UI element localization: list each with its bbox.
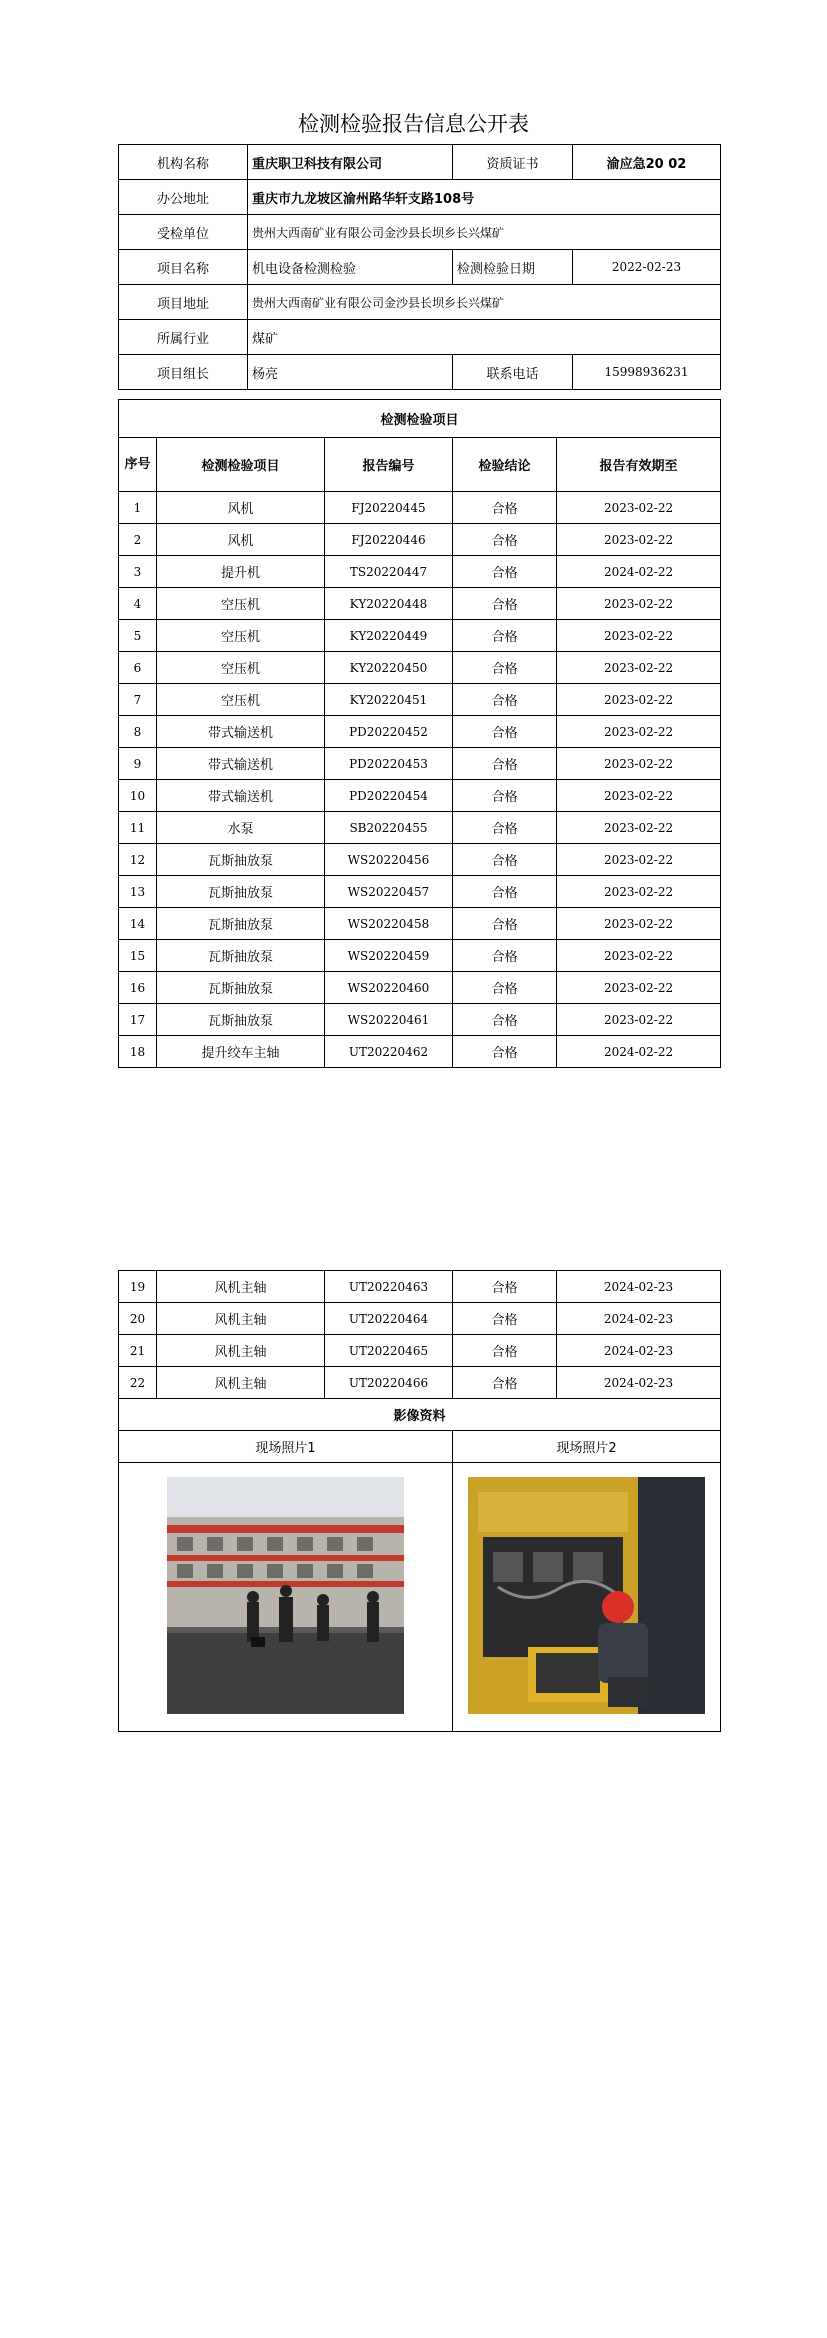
org-value: 重庆职卫科技有限公司 (248, 145, 453, 180)
row-index: 11 (119, 812, 157, 844)
row-report-no: WS20220457 (325, 876, 453, 908)
row-index: 14 (119, 908, 157, 940)
row-report-no: FJ20220445 (325, 492, 453, 524)
row-report-no: PD20220452 (325, 716, 453, 748)
table-row (119, 1303, 721, 1335)
photo1-label: 现场照片1 (119, 1431, 453, 1463)
row-index: 9 (119, 748, 157, 780)
table-row (119, 355, 721, 390)
row-item: 风机主轴 (157, 1335, 325, 1367)
row-valid-until: 2023-02-22 (557, 716, 721, 748)
row-item: 水泵 (157, 812, 325, 844)
row-valid-until: 2023-02-22 (557, 780, 721, 812)
row-conclusion: 合格 (453, 684, 557, 716)
table-row (119, 556, 721, 588)
industry-value: 煤矿 (248, 320, 721, 355)
row-item: 风机主轴 (157, 1303, 325, 1335)
row-item: 瓦斯抽放泵 (157, 908, 325, 940)
table-row (119, 524, 721, 556)
row-valid-until: 2023-02-22 (557, 620, 721, 652)
project-label: 项目名称 (119, 250, 248, 285)
col-header-report-no: 报告编号 (325, 438, 453, 492)
table-row (119, 1335, 721, 1367)
table-row (119, 876, 721, 908)
client-label: 受检单位 (119, 215, 248, 250)
row-item: 风机主轴 (157, 1271, 325, 1303)
row-index: 7 (119, 684, 157, 716)
row-report-no: WS20220460 (325, 972, 453, 1004)
row-index: 15 (119, 940, 157, 972)
row-conclusion: 合格 (453, 812, 557, 844)
row-report-no: WS20220458 (325, 908, 453, 940)
row-valid-until: 2024-02-23 (557, 1335, 721, 1367)
table-row (119, 716, 721, 748)
photo2-cell (453, 1463, 721, 1732)
table-row (119, 908, 721, 940)
items-section-title: 检测检验项目 (119, 400, 721, 438)
row-item: 空压机 (157, 652, 325, 684)
col-header-valid-until: 报告有效期至 (557, 438, 721, 492)
table-row (119, 320, 721, 355)
row-item: 带式输送机 (157, 748, 325, 780)
row-conclusion: 合格 (453, 1004, 557, 1036)
table-row (119, 812, 721, 844)
date-label: 检测检验日期 (453, 250, 573, 285)
row-report-no: WS20220456 (325, 844, 453, 876)
row-report-no: WS20220461 (325, 1004, 453, 1036)
table-row (119, 748, 721, 780)
row-item: 瓦斯抽放泵 (157, 972, 325, 1004)
leader-value: 杨亮 (248, 355, 453, 390)
date-value: 2022-02-23 (573, 250, 721, 285)
row-conclusion: 合格 (453, 748, 557, 780)
row-item: 空压机 (157, 684, 325, 716)
row-item: 瓦斯抽放泵 (157, 876, 325, 908)
page-title: 检测检验报告信息公开表 (298, 112, 529, 136)
row-index: 8 (119, 716, 157, 748)
table-row (119, 684, 721, 716)
row-item: 瓦斯抽放泵 (157, 844, 325, 876)
table-row (119, 1271, 721, 1303)
col-header-index: 序号 (119, 438, 157, 492)
row-conclusion: 合格 (453, 1303, 557, 1335)
row-valid-until: 2024-02-23 (557, 1367, 721, 1399)
row-report-no: WS20220459 (325, 940, 453, 972)
row-valid-until: 2023-02-22 (557, 492, 721, 524)
row-index: 17 (119, 1004, 157, 1036)
row-report-no: UT20220463 (325, 1271, 453, 1303)
table-row (119, 1367, 721, 1399)
row-valid-until: 2023-02-22 (557, 684, 721, 716)
phone-value: 15998936231 (573, 355, 721, 390)
col-header-conclusion: 检验结论 (453, 438, 557, 492)
row-item: 空压机 (157, 588, 325, 620)
row-valid-until: 2023-02-22 (557, 876, 721, 908)
table-row (119, 400, 721, 438)
row-index: 18 (119, 1036, 157, 1068)
table-row (119, 652, 721, 684)
cert-value: 渝应急20 02 (573, 145, 721, 180)
row-item: 提升机 (157, 556, 325, 588)
row-conclusion: 合格 (453, 844, 557, 876)
table-header-row (119, 438, 721, 492)
row-valid-until: 2023-02-22 (557, 972, 721, 1004)
table-row (119, 180, 721, 215)
row-valid-until: 2023-02-22 (557, 652, 721, 684)
table-row (119, 145, 721, 180)
row-valid-until: 2024-02-22 (557, 1036, 721, 1068)
row-report-no: FJ20220446 (325, 524, 453, 556)
row-item: 带式输送机 (157, 780, 325, 812)
row-conclusion: 合格 (453, 716, 557, 748)
row-report-no: UT20220465 (325, 1335, 453, 1367)
addr-value: 重庆市九龙坡区渝州路华轩支路108号 (248, 180, 721, 215)
row-conclusion: 合格 (453, 524, 557, 556)
row-index: 1 (119, 492, 157, 524)
row-index: 21 (119, 1335, 157, 1367)
project-value: 机电设备检测检验 (248, 250, 453, 285)
row-item: 风机 (157, 524, 325, 556)
table-row (119, 1036, 721, 1068)
table-row (119, 285, 721, 320)
row-report-no: PD20220453 (325, 748, 453, 780)
row-conclusion: 合格 (453, 1335, 557, 1367)
table-row (119, 972, 721, 1004)
row-index: 16 (119, 972, 157, 1004)
row-item: 空压机 (157, 620, 325, 652)
row-conclusion: 合格 (453, 940, 557, 972)
phone-label: 联系电话 (453, 355, 573, 390)
industry-label: 所属行业 (119, 320, 248, 355)
row-index: 10 (119, 780, 157, 812)
row-report-no: KY20220448 (325, 588, 453, 620)
row-index: 4 (119, 588, 157, 620)
info-table (118, 144, 721, 390)
row-index: 20 (119, 1303, 157, 1335)
row-report-no: KY20220451 (325, 684, 453, 716)
row-valid-until: 2023-02-22 (557, 940, 721, 972)
addr-label: 办公地址 (119, 180, 248, 215)
table-row (119, 1399, 721, 1431)
table-row (119, 620, 721, 652)
site-photo-2-image (468, 1477, 705, 1714)
photo2-label: 现场照片2 (453, 1431, 721, 1463)
row-valid-until: 2023-02-22 (557, 748, 721, 780)
row-index: 5 (119, 620, 157, 652)
row-valid-until: 2023-02-22 (557, 1004, 721, 1036)
row-report-no: UT20220466 (325, 1367, 453, 1399)
row-report-no: PD20220454 (325, 780, 453, 812)
row-conclusion: 合格 (453, 1036, 557, 1068)
photo1-cell (119, 1463, 453, 1732)
site-photo-2 (468, 1477, 705, 1714)
site-label: 项目地址 (119, 285, 248, 320)
row-index: 19 (119, 1271, 157, 1303)
row-report-no: KY20220449 (325, 620, 453, 652)
row-valid-until: 2024-02-23 (557, 1271, 721, 1303)
row-conclusion: 合格 (453, 908, 557, 940)
site-photo-1 (167, 1477, 404, 1714)
row-valid-until: 2024-02-22 (557, 556, 721, 588)
table-row (119, 215, 721, 250)
client-value: 贵州大西南矿业有限公司金沙县长坝乡长兴煤矿 (248, 215, 721, 250)
row-conclusion: 合格 (453, 780, 557, 812)
row-valid-until: 2023-02-22 (557, 908, 721, 940)
row-valid-until: 2023-02-22 (557, 524, 721, 556)
row-conclusion: 合格 (453, 1367, 557, 1399)
row-index: 12 (119, 844, 157, 876)
row-valid-until: 2024-02-23 (557, 1303, 721, 1335)
table-row (119, 1431, 721, 1463)
row-index: 6 (119, 652, 157, 684)
table-row (119, 940, 721, 972)
row-conclusion: 合格 (453, 492, 557, 524)
media-section-title: 影像资料 (119, 1399, 721, 1431)
table-row (119, 492, 721, 524)
row-report-no: UT20220462 (325, 1036, 453, 1068)
row-conclusion: 合格 (453, 652, 557, 684)
cert-label: 资质证书 (453, 145, 573, 180)
items-table-continued (118, 1270, 721, 1732)
row-report-no: SB20220455 (325, 812, 453, 844)
row-item: 瓦斯抽放泵 (157, 940, 325, 972)
row-item: 风机主轴 (157, 1367, 325, 1399)
table-row (119, 1463, 721, 1732)
row-item: 带式输送机 (157, 716, 325, 748)
row-report-no: KY20220450 (325, 652, 453, 684)
row-conclusion: 合格 (453, 556, 557, 588)
table-row (119, 844, 721, 876)
row-valid-until: 2023-02-22 (557, 812, 721, 844)
row-item: 风机 (157, 492, 325, 524)
row-valid-until: 2023-02-22 (557, 588, 721, 620)
table-row (119, 588, 721, 620)
row-item: 瓦斯抽放泵 (157, 1004, 325, 1036)
site-value: 贵州大西南矿业有限公司金沙县长坝乡长兴煤矿 (248, 285, 721, 320)
items-table (118, 399, 721, 1068)
row-conclusion: 合格 (453, 588, 557, 620)
table-row (119, 780, 721, 812)
table-row (119, 250, 721, 285)
row-index: 3 (119, 556, 157, 588)
row-conclusion: 合格 (453, 620, 557, 652)
leader-label: 项目组长 (119, 355, 248, 390)
col-header-item: 检测检验项目 (157, 438, 325, 492)
table-row (119, 1004, 721, 1036)
row-conclusion: 合格 (453, 972, 557, 1004)
row-index: 22 (119, 1367, 157, 1399)
row-index: 13 (119, 876, 157, 908)
org-label: 机构名称 (119, 145, 248, 180)
row-conclusion: 合格 (453, 1271, 557, 1303)
site-photo-1-image (167, 1477, 404, 1714)
row-report-no: UT20220464 (325, 1303, 453, 1335)
row-item: 提升绞车主轴 (157, 1036, 325, 1068)
row-index: 2 (119, 524, 157, 556)
row-conclusion: 合格 (453, 876, 557, 908)
row-report-no: TS20220447 (325, 556, 453, 588)
row-valid-until: 2023-02-22 (557, 844, 721, 876)
